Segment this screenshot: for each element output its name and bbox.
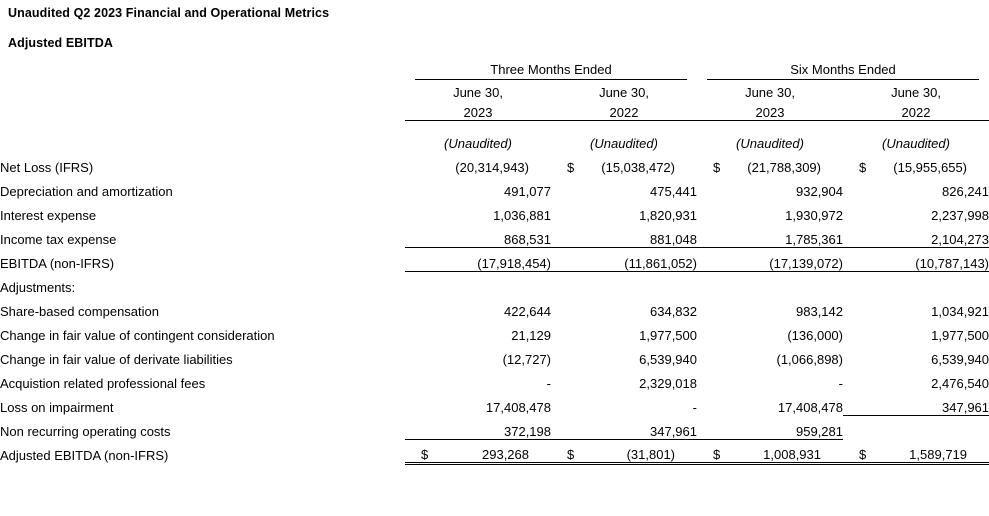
row-cell: - (838, 376, 843, 391)
column-header-1-year: 2023 (405, 100, 551, 120)
row-cell: 826,241 (942, 184, 989, 199)
page-subtitle: Adjusted EBITDA (8, 36, 113, 50)
row-cell (551, 439, 697, 463)
row-cell: 959,281 (697, 415, 843, 439)
unaudited-note-3: (Unaudited) (736, 136, 804, 151)
row-cell: 1,930,972 (785, 208, 843, 223)
currency-symbol: $ (713, 446, 721, 462)
group-header-three-months (405, 60, 697, 80)
page-title: Unaudited Q2 2023 Financial and Operational Metrics (8, 6, 330, 20)
table-unaudited-row (0, 131, 989, 151)
table-row (0, 247, 989, 271)
unaudited-note-1: (Unaudited) (444, 136, 512, 151)
column-header-3-year: 2023 (697, 100, 843, 120)
column-header-spacer-1 (0, 80, 405, 100)
cell-value: 293,268 (482, 446, 529, 462)
row-cell: 2,104,273 (843, 223, 989, 247)
currency-symbol: $ (859, 160, 867, 175)
row-label-acquisition-fees: Acquistion related professional fees (0, 376, 206, 391)
row-cell: - (546, 376, 551, 391)
group-header-six-months (697, 60, 989, 80)
row-cell: 983,142 (796, 304, 843, 319)
currency-symbol: $ (567, 160, 575, 175)
row-cell (843, 151, 989, 175)
row-cell: 475,441 (650, 184, 697, 199)
row-cell: (17,918,454) (405, 247, 551, 271)
row-cell: - (692, 400, 697, 415)
header-gap-row (0, 120, 989, 131)
cell-value: 1,008,931 (763, 446, 821, 462)
row-label-net-loss: Net Loss (IFRS) (0, 160, 94, 175)
row-cell (697, 271, 843, 295)
row-label-depreciation: Depreciation and amortization (0, 184, 173, 199)
adjusted-ebitda-table (0, 60, 989, 465)
row-cell (843, 415, 989, 439)
column-header-4-year: 2022 (843, 100, 989, 120)
row-cell: 2,329,018 (639, 376, 697, 391)
row-cell: 17,408,478 (485, 400, 551, 415)
row-cell: 491,077 (504, 184, 551, 199)
row-cell: 1,034,921 (931, 304, 989, 319)
table-column-header-row-1 (0, 80, 989, 100)
row-cell (405, 439, 551, 463)
row-cell: 422,644 (504, 304, 551, 319)
row-cell: (17,139,072) (697, 247, 843, 271)
row-cell (405, 271, 551, 295)
currency-symbol: $ (421, 446, 429, 462)
currency-symbol: $ (713, 160, 721, 175)
row-cell: 1,820,931 (639, 208, 697, 223)
row-label-income-tax-expense: Income tax expense (0, 232, 117, 247)
cell-value: (21,788,309) (747, 160, 821, 175)
table-group-header-row (0, 60, 989, 80)
table-row (0, 415, 989, 439)
row-cell: 6,539,940 (639, 352, 697, 367)
unaudited-note-4: (Unaudited) (882, 136, 950, 151)
row-cell: (10,787,143) (843, 247, 989, 271)
row-cell: 372,198 (405, 415, 551, 439)
row-cell: 868,531 (405, 223, 551, 247)
table-row (0, 175, 989, 199)
row-label-adjusted-ebitda: Adjusted EBITDA (non-IFRS) (0, 448, 169, 463)
currency-symbol: $ (859, 446, 867, 462)
cell-value: (20,314,943) (455, 160, 529, 175)
row-label-derivate-liabilities: Change in fair value of derivate liabilities (0, 352, 233, 367)
column-header-4-date: June 30, (891, 85, 941, 100)
row-label-loss-on-impairment: Loss on impairment (0, 400, 114, 415)
row-cell (843, 271, 989, 295)
row-cell (551, 151, 697, 175)
row-cell: 1,977,500 (931, 328, 989, 343)
row-cell: 2,237,998 (931, 208, 989, 223)
row-cell (697, 151, 843, 175)
group-header-spacer (0, 60, 405, 80)
row-label-interest-expense: Interest expense (0, 208, 97, 223)
unaudited-spacer (0, 131, 405, 151)
table-row (0, 295, 989, 319)
table-row (0, 319, 989, 343)
row-cell: 1,785,361 (697, 223, 843, 247)
column-header-spacer-2 (0, 100, 405, 120)
cell-value: (31,801) (626, 446, 675, 462)
table-row (0, 151, 989, 175)
row-label-adjustments: Adjustments: (0, 280, 76, 295)
row-cell: 21,129 (511, 328, 551, 343)
row-cell: (1,066,898) (776, 352, 843, 367)
table-row (0, 271, 989, 295)
row-label-share-based-compensation: Share-based compensation (0, 304, 159, 319)
table-row (0, 343, 989, 367)
column-header-3-date: June 30, (745, 85, 795, 100)
column-header-2-date: June 30, (599, 85, 649, 100)
table-row (0, 199, 989, 223)
row-label-contingent-consideration: Change in fair value of contingent consideration (0, 328, 275, 343)
row-cell: 347,961 (551, 415, 697, 439)
cell-value: 1,589,719 (909, 446, 968, 462)
row-cell: (11,861,052) (551, 247, 697, 271)
unaudited-note-2: (Unaudited) (590, 136, 658, 151)
row-cell: 17,408,478 (777, 400, 843, 415)
currency-symbol: $ (567, 446, 575, 462)
table-row (0, 391, 989, 415)
group-header-three-months-label: Three Months Ended (415, 62, 687, 80)
row-cell (405, 151, 551, 175)
row-cell: 1,977,500 (639, 328, 697, 343)
cell-value: (15,038,472) (601, 160, 675, 175)
row-cell: 634,832 (650, 304, 697, 319)
row-cell (843, 439, 989, 463)
row-cell: 1,036,881 (493, 208, 551, 223)
table-row (0, 367, 989, 391)
row-cell (697, 439, 843, 463)
table-column-header-row-2 (0, 100, 989, 120)
cell-value: (15,955,655) (893, 160, 968, 175)
row-cell: 347,961 (843, 391, 989, 415)
row-cell: (12,727) (502, 352, 551, 367)
row-label-ebitda: EBITDA (non-IFRS) (0, 256, 115, 271)
row-cell: (136,000) (787, 328, 843, 343)
column-header-2-year: 2022 (551, 100, 697, 120)
row-cell: 2,476,540 (931, 376, 989, 391)
row-cell: 6,539,940 (931, 352, 989, 367)
column-header-1-date: June 30, (453, 85, 503, 100)
row-cell: 881,048 (551, 223, 697, 247)
row-cell: 932,904 (796, 184, 843, 199)
group-header-six-months-label: Six Months Ended (707, 62, 979, 80)
table-row (0, 223, 989, 247)
row-cell (551, 271, 697, 295)
row-label-non-recurring-costs: Non recurring operating costs (0, 424, 171, 439)
table-row (0, 439, 989, 463)
